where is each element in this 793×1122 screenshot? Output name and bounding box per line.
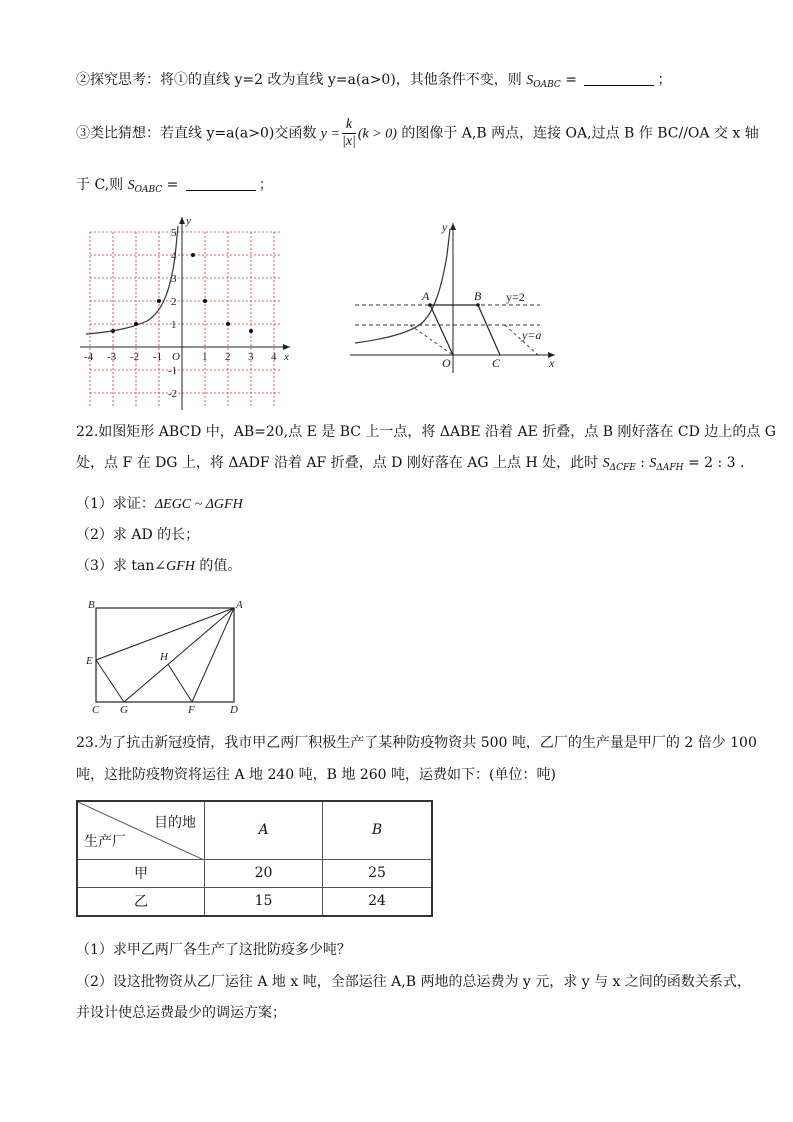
cell-a: 20 [205,859,323,887]
q21-part2: ②探究思考：将①的直线 y=2 改为直线 y=a(a>0)，其他条件不变，则 $S_{OABC}$ = ； [76,72,672,90]
point-a [428,303,432,307]
label-a: A [422,289,430,303]
tick-label: -2 [130,351,140,363]
q23-part2-line2: 并设计使总运费最少的调运方案； [76,1005,286,1021]
tick-label: 2 [171,296,177,308]
tick-label: 2 [225,351,231,363]
column-header-b: B [323,801,433,859]
q22-part3: （3）求 tan∠GFH 的值。 [76,558,242,574]
point [203,299,207,303]
tick-label: -1 [153,351,163,363]
segment-ag [124,608,234,702]
table-row [77,887,432,916]
label-h: H [160,651,168,663]
header-factory: 生产厂 [84,833,126,850]
row-name: 乙 [77,887,205,916]
tick-label: -1 [168,365,178,377]
table-diagonal-header [77,801,205,859]
q23-stem-line2: 吨，这批防疫物资将运往 A 地 240 吨，B 地 260 吨，运费如下：(单位：吨) [76,767,556,783]
q23-stem-line1: 23.为了抗击新冠疫情，我市甲乙两厂积极生产了某种防疫物资共 500 吨，乙厂的生产量是甲厂的 2 倍少 100 [76,735,757,751]
graph-left [72,212,302,412]
q22-stem-line2: 处，点 F 在 DG 上，将 ΔADF 沿着 AF 折叠，点 D 刚好落在 AG 上点 H 处，此时 $S_{\Delta CFE}$ : $S_{\Delta AFH} = 2$ : 3 . [76,455,745,473]
curve-left-branch [86,226,178,334]
origin-label: O [172,351,180,363]
cell-b: 24 [323,887,433,916]
header-destination: 目的地 [154,815,196,831]
point-b [476,303,480,307]
tick-label: 1 [171,319,177,331]
x-label: x [549,356,555,370]
point [111,329,115,333]
q23-part2-line1: （2）设这批物资从乙厂运往 A 地 x 吨，全部运往 A,B 两地的总运费为 y 元，求 y 与 x 之间的函数关系式， [76,974,751,990]
tick-label: -2 [168,388,178,400]
label-c: C [492,356,501,370]
label-f: F [188,704,195,714]
cell-b: 25 [323,859,433,887]
row-name: 甲 [77,859,205,887]
x-label: x [284,351,289,363]
cell-a: 15 [205,887,323,916]
figure-rectangle-fold [84,596,254,714]
tick-label: 1 [202,351,208,363]
point [226,322,230,326]
q21-part3: ③类比猜想：若直线 y=a(a>0)交函数 y = $\frac{k}{|x|}$ (k > 0) 的图像于 A,B 两点，连接 OA,过点 B 作 BC//OA 交 x 轴 [76,117,759,149]
freight-table [76,800,433,917]
label-e: E [86,655,93,667]
q22-stem-line1: 22.如图矩形 ABCD 中，AB=20,点 E 是 BC 上一点，将 ΔABE 沿着 AE 折叠，点 B 刚好落在 CD 边上的点 G [76,424,776,440]
answer-blank[interactable] [186,176,256,191]
graph-right [350,215,565,375]
tick-label: 3 [171,273,177,285]
segment-hf [168,664,192,702]
tick-label: 4 [171,250,177,262]
point [191,253,195,257]
label-g: G [120,704,128,714]
tick-label: 4 [271,351,277,363]
y-label: y [442,220,448,234]
y-arrow [450,223,456,230]
fraction-k-over-abs-x: $\frac{k}{|x|}$ [341,117,356,149]
point [134,322,138,326]
q22-part1: （1）求证：ΔEGC ~ ΔGFH [76,496,243,512]
segment-eg [96,660,124,702]
y-arrow [179,217,185,224]
label-ya: y=a [522,328,542,342]
segment-bc [478,305,500,355]
tick-label: 3 [248,351,254,363]
label-d: D [230,704,238,714]
label-a: A [236,599,243,611]
label-b: B [88,599,95,611]
table-row [77,859,432,887]
tick-label: 5 [171,227,177,239]
q21-part3-continued: 于 C,则 $S_{OABC}$ = ； [76,177,273,195]
x-arrow [283,344,290,350]
label-o: O [442,356,451,370]
label-c: C [92,704,100,714]
y-label: y [186,215,191,227]
point [157,299,161,303]
q22-part2: （2）求 AD 的长； [76,527,200,543]
label-y2: y=2 [506,290,525,304]
q23-part1: （1）求甲乙两厂各生产了这批防疫多少吨？ [76,942,351,958]
column-header-a: A [205,801,323,859]
answer-blank[interactable] [584,71,654,86]
tick-label: -4 [84,351,94,363]
point [249,329,253,333]
grid [90,232,282,407]
segment-af [192,608,234,702]
label-b: B [474,289,482,303]
tick-label: -3 [107,351,117,363]
curve-left-branch [355,229,450,343]
